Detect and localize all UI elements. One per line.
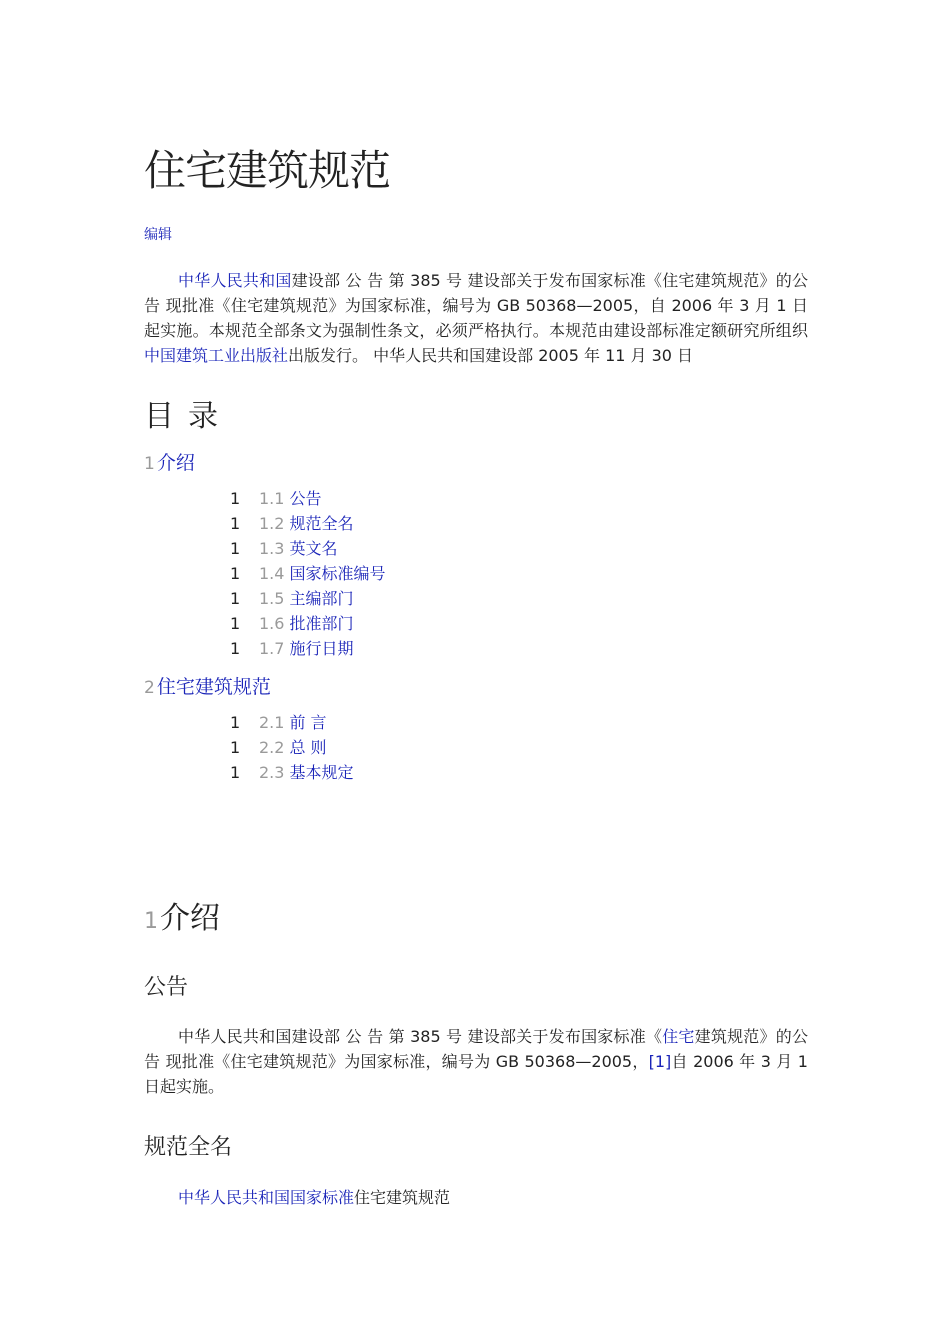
toc-item-label: 主编部门	[289, 589, 354, 608]
toc-item-number: 1.4	[259, 564, 285, 583]
fullname-link-standard[interactable]: 中华人民共和国国家标准	[178, 1188, 355, 1207]
toc-item-general[interactable]	[230, 735, 327, 758]
toc-item-number: 1.3	[259, 539, 285, 558]
toc-item-number: 2.1	[259, 713, 285, 732]
toc-item-label: 国家标准编号	[289, 564, 386, 583]
announcement-text-end: 自 2006 年 3 月 1 日起实施。	[144, 1052, 808, 1096]
intro-link-publisher[interactable]: 中国建筑工业出版社	[144, 346, 289, 365]
toc-bullet: 1	[230, 738, 241, 757]
section-title: 介绍	[160, 901, 220, 936]
toc-item-number: 1.6	[259, 614, 285, 633]
fullname-text: 住宅建筑规范	[354, 1188, 451, 1207]
toc-item-fullname[interactable]	[230, 511, 353, 534]
subsection-heading-announcement: 公告	[144, 975, 189, 1000]
toc-bullet: 1	[230, 763, 241, 782]
toc-section-number: 1	[144, 454, 155, 474]
toc-item-effective-date[interactable]	[230, 636, 353, 659]
toc-item-basic-rules[interactable]	[230, 760, 353, 783]
intro-link-prc[interactable]: 中华人民共和国	[178, 271, 292, 290]
intro-paragraph	[144, 268, 808, 368]
toc-section-label: 住宅建筑规范	[156, 676, 271, 698]
toc-bullet: 1	[230, 489, 241, 508]
toc-item-english-name[interactable]	[230, 536, 337, 559]
page-title: 住宅建筑规范	[144, 146, 391, 195]
toc-item-number: 2.3	[259, 763, 285, 782]
toc-item-label: 英文名	[289, 539, 338, 558]
announcement-text: 中华人民共和国建设部 公 告 第 385 号 建设部关于发布国家标准《	[178, 1027, 663, 1046]
toc-item-approver[interactable]	[230, 611, 353, 634]
announcement-text-mid: 建筑规范》的公告 现批准《住宅建筑规范》为国家标准，编号为 GB 50368—2005，	[144, 1027, 808, 1071]
edit-link[interactable]: 编辑	[144, 227, 172, 243]
toc-item-label: 规范全名	[289, 514, 354, 533]
section-heading-intro	[144, 893, 220, 937]
toc-item-preface[interactable]	[230, 710, 327, 733]
toc-bullet: 1	[230, 514, 241, 533]
announcement-paragraph	[144, 1024, 808, 1099]
toc-item-standard-number[interactable]	[230, 561, 385, 584]
intro-text: 建设部 公 告 第 385 号 建设部关于发布国家标准《住宅建筑规范》的公告 现批准《住宅建筑规范》为国家标准，编号为 GB 50368—2005，自 2006 年 3 月 1 日起实施。本规范全部条文为强制性条文，必须严格执行。本规范由建设部标准定额研究所组织	[144, 271, 808, 340]
toc-bullet: 1	[230, 564, 241, 583]
announcement-link-housing[interactable]: 住宅	[662, 1027, 695, 1046]
toc-section-code[interactable]	[144, 672, 271, 699]
toc-item-number: 1.1	[259, 489, 285, 508]
toc-bullet: 1	[230, 713, 241, 732]
toc-bullet: 1	[230, 614, 241, 633]
toc-item-number: 2.2	[259, 738, 285, 757]
toc-item-label: 总 则	[289, 738, 327, 757]
toc-section-number: 2	[144, 678, 155, 698]
toc-item-number: 1.5	[259, 589, 285, 608]
toc-item-label: 批准部门	[289, 614, 354, 633]
fullname-paragraph	[144, 1185, 808, 1210]
toc-bullet: 1	[230, 589, 241, 608]
subsection-heading-fullname: 规范全名	[144, 1135, 233, 1160]
toc-section-intro[interactable]	[144, 448, 195, 475]
toc-bullet: 1	[230, 539, 241, 558]
reference-link[interactable]: [1]	[648, 1052, 672, 1071]
toc-item-label: 公告	[289, 489, 322, 508]
toc-item-label: 前 言	[289, 713, 327, 732]
toc-item-number: 1.7	[259, 639, 285, 658]
section-number: 1	[144, 909, 158, 934]
toc-section-label: 介绍	[156, 452, 195, 474]
toc-item-number: 1.2	[259, 514, 285, 533]
intro-text-end: 出版发行。 中华人民共和国建设部 2005 年 11 月 30 日	[288, 346, 694, 365]
toc-item-label: 基本规定	[289, 763, 354, 782]
toc-item-label: 施行日期	[289, 639, 354, 658]
toc-bullet: 1	[230, 639, 241, 658]
toc-heading: 目录	[144, 399, 232, 434]
toc-item-announcement[interactable]	[230, 486, 321, 509]
toc-item-chief-editor[interactable]	[230, 586, 353, 609]
